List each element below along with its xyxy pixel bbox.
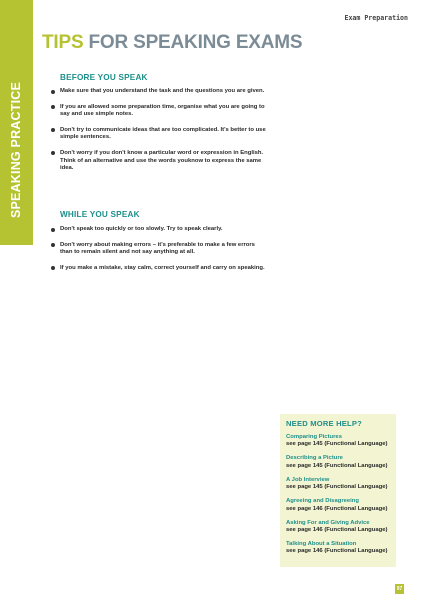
list-item-text: Don't worry about making errors – it's preferable to make a few errors than to remain silent and not say anything at all. — [60, 241, 255, 256]
list-item-text: Don't try to communicate ideas that are too complicated. It's better to use simple sentences. — [60, 126, 266, 141]
help-item — [286, 455, 394, 470]
help-item-title: Talking About a Situation — [286, 541, 357, 548]
bullet-icon — [51, 266, 55, 270]
help-title: NEED MORE HELP? — [286, 419, 362, 428]
while-list — [51, 226, 266, 280]
help-item — [286, 477, 394, 492]
bullet-icon — [51, 228, 55, 232]
help-item-ref: see page 146 (Functional Language) — [286, 527, 388, 534]
help-item-title: Asking For and Giving Advice — [286, 519, 370, 526]
bullet-icon — [51, 243, 55, 247]
page-title — [42, 32, 302, 54]
bullet-icon — [51, 90, 55, 94]
sidebar — [0, 0, 33, 607]
help-item-ref: see page 146 (Functional Language) — [286, 505, 388, 512]
list-item — [51, 104, 266, 119]
sidebar-label: SPEAKING PRACTICE — [9, 81, 23, 219]
list-item — [51, 226, 266, 234]
list-item-text: Don't worry if you don't know a particular word or expression in English. Think of an alternative and use the words youknow to express the same idea. — [60, 149, 264, 172]
list-item — [51, 88, 266, 96]
list-item-text: If you are allowed some preparation time, organise what you are going to say and use simple notes. — [60, 103, 265, 118]
help-list — [286, 434, 394, 562]
bullet-icon — [51, 151, 55, 155]
help-item-ref: see page 145 (Functional Language) — [286, 441, 388, 448]
help-item — [286, 498, 394, 513]
list-item-text: Make sure that you understand the task and the questions you are given. — [60, 88, 265, 94]
page-title-part1: TIPS — [42, 32, 84, 53]
bullet-icon — [51, 105, 55, 109]
before-list — [51, 88, 266, 181]
help-item — [286, 434, 394, 449]
help-item — [286, 520, 394, 535]
help-item-title: Describing a Picture — [286, 455, 343, 462]
section-heading-before: BEFORE YOU SPEAK — [60, 73, 148, 82]
section-heading-while: WHILE YOU SPEAK — [60, 210, 140, 219]
list-item — [51, 150, 266, 173]
list-item — [51, 242, 266, 257]
help-item-ref: see page 145 (Functional Language) — [286, 462, 388, 469]
help-item-title: Comparing Pictures — [286, 434, 342, 440]
page-number: 97 — [396, 586, 403, 592]
list-item — [51, 265, 266, 273]
help-item-ref: see page 145 (Functional Language) — [286, 484, 388, 491]
help-item-ref: see page 146 (Functional Language) — [286, 548, 388, 555]
list-item — [51, 127, 266, 142]
help-item — [286, 541, 394, 556]
help-item-title: A Job Interview — [286, 476, 330, 483]
help-item-title: Agreeing and Disagreeing — [286, 498, 359, 505]
bullet-icon — [51, 128, 55, 132]
page-title-part2: FOR SPEAKING EXAMS — [88, 32, 303, 53]
list-item-text: Don't speak too quickly or too slowly. Try to speak clearly. — [60, 226, 223, 232]
header-label: Exam Preparation — [344, 14, 408, 22]
list-item-text: If you make a mistake, stay calm, correct yourself and carry on speaking. — [60, 264, 265, 271]
